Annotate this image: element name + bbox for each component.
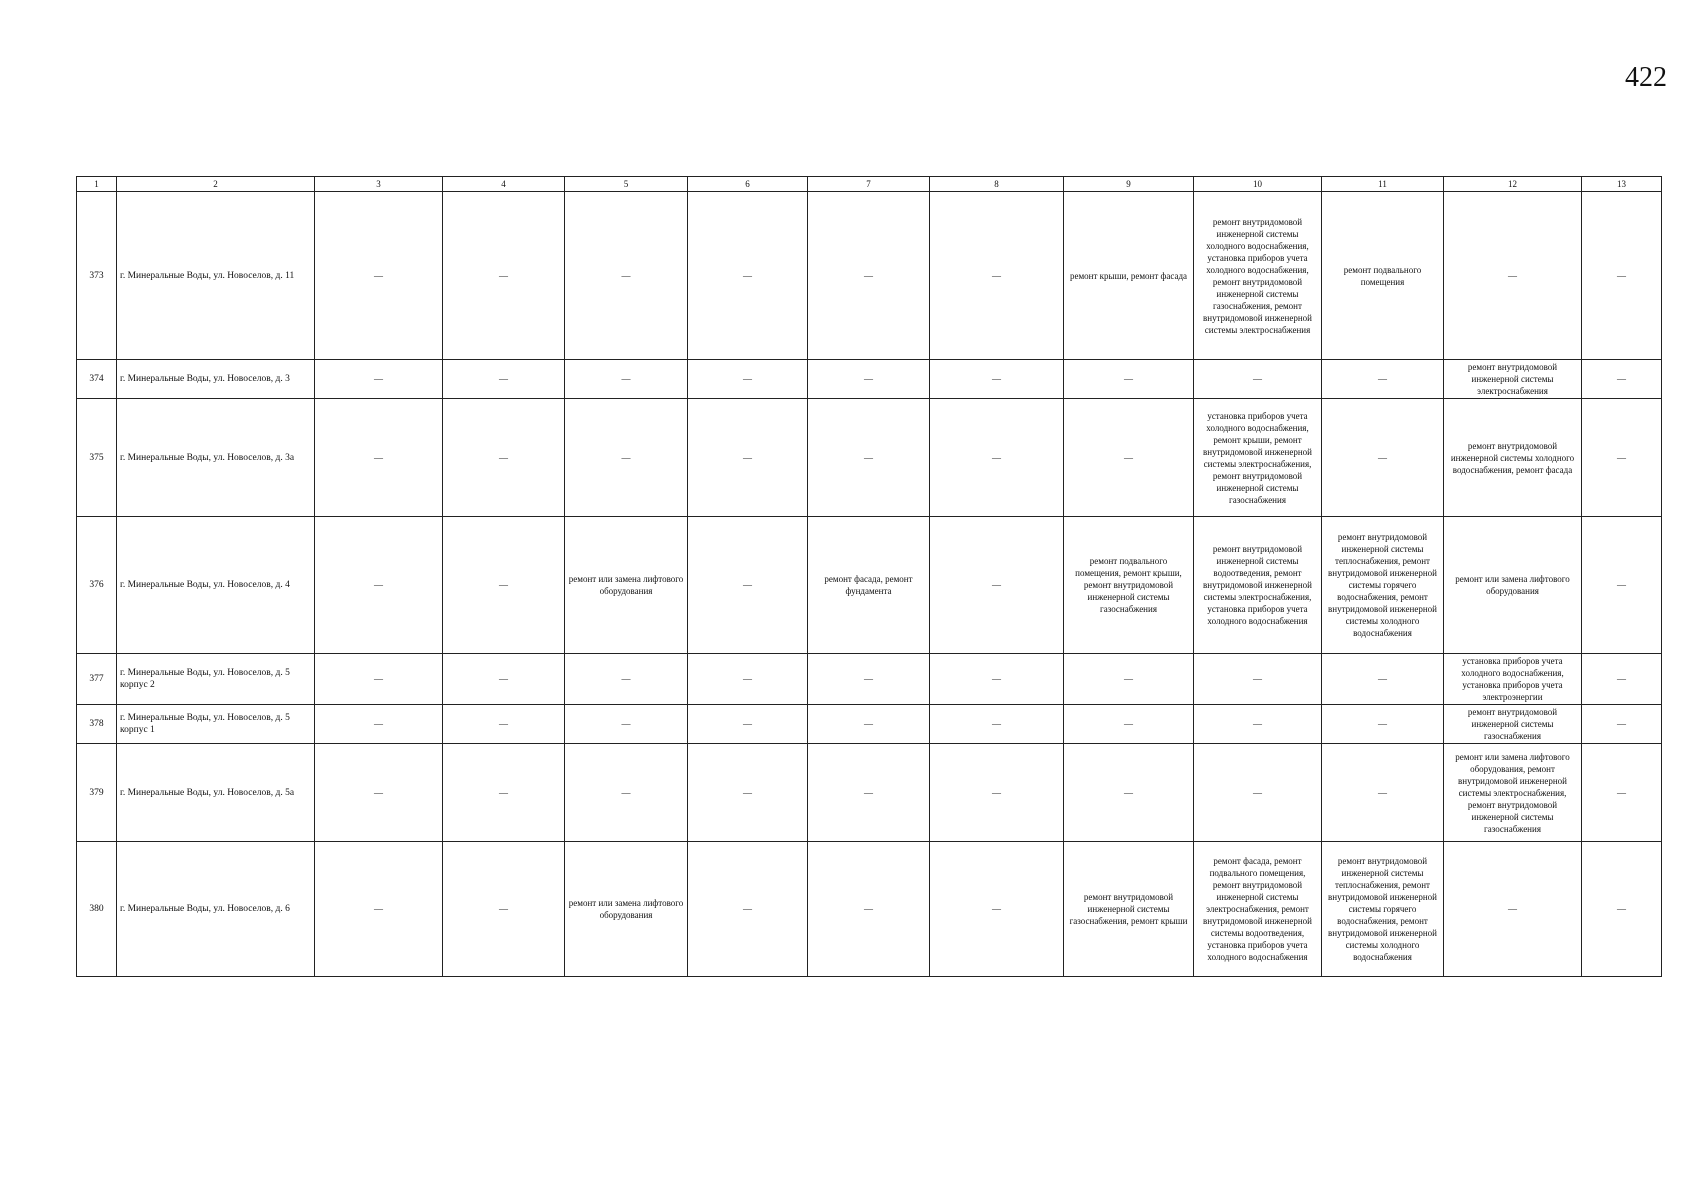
work-cell: — [930, 192, 1064, 360]
table-row [77, 399, 1662, 517]
work-cell: — [315, 654, 443, 705]
column-number: 2 [117, 177, 315, 192]
work-cell: — [688, 842, 808, 977]
table-row [77, 842, 1662, 977]
work-cell: — [443, 192, 565, 360]
work-cell: — [1582, 399, 1662, 517]
work-cell: — [443, 360, 565, 399]
work-cell: ремонт подвального помещения [1322, 192, 1444, 360]
work-cell: ремонт внутридомовой инженерной системы холодного водоснабжения, ремонт фасада [1444, 399, 1582, 517]
work-cell: ремонт внутридомовой инженерной системы водоотведения, ремонт внутридомовой инженерной системы электроснабжения, установка приборов учета холодного водоснабжения [1194, 517, 1322, 654]
work-cell: — [688, 360, 808, 399]
work-cell: — [930, 842, 1064, 977]
work-cell: ремонт внутридомовой инженерной системы электроснабжения [1444, 360, 1582, 399]
row-number: 373 [77, 192, 117, 360]
work-cell: — [565, 192, 688, 360]
work-cell: — [688, 192, 808, 360]
work-cell: — [1322, 654, 1444, 705]
work-cell: ремонт или замена лифтового оборудования [1444, 517, 1582, 654]
work-cell: — [808, 192, 930, 360]
header-row [77, 177, 1662, 192]
work-cell: — [1322, 399, 1444, 517]
work-cell: — [688, 399, 808, 517]
work-cell: — [1582, 842, 1662, 977]
work-cell: ремонт фасада, ремонт фундамента [808, 517, 930, 654]
table-row [77, 192, 1662, 360]
work-cell: — [565, 399, 688, 517]
work-cell: — [443, 744, 565, 842]
row-number: 378 [77, 705, 117, 744]
work-cell: — [1064, 705, 1194, 744]
work-cell: — [1322, 360, 1444, 399]
work-cell: — [808, 744, 930, 842]
work-cell: — [315, 399, 443, 517]
page-number: 422 [1625, 62, 1667, 93]
address-cell: г. Минеральные Воды, ул. Новоселов, д. 3а [117, 399, 315, 517]
work-cell: — [443, 517, 565, 654]
repair-schedule-table [76, 176, 1662, 977]
column-number: 8 [930, 177, 1064, 192]
work-cell: — [315, 517, 443, 654]
address-cell: г. Минеральные Воды, ул. Новоселов, д. 6 [117, 842, 315, 977]
work-cell: — [1194, 360, 1322, 399]
work-cell: ремонт внутридомовой инженерной системы газоснабжения, ремонт крыши [1064, 842, 1194, 977]
table-row [77, 654, 1662, 705]
work-cell: — [1064, 399, 1194, 517]
work-cell: — [688, 744, 808, 842]
work-cell: — [930, 705, 1064, 744]
work-cell: — [688, 517, 808, 654]
work-cell: — [1582, 360, 1662, 399]
work-cell: — [315, 360, 443, 399]
address-cell: г. Минеральные Воды, ул. Новоселов, д. 5а [117, 744, 315, 842]
work-cell: ремонт фасада, ремонт подвального помещения, ремонт внутридомовой инженерной системы электроснабжения, ремонт внутридомовой инженерной системы водоотведения, установка приборов учета холодного водоснабжения [1194, 842, 1322, 977]
row-number: 380 [77, 842, 117, 977]
work-cell: — [1064, 360, 1194, 399]
row-number: 377 [77, 654, 117, 705]
work-cell: — [315, 744, 443, 842]
column-number: 1 [77, 177, 117, 192]
work-cell: — [1194, 744, 1322, 842]
work-cell: — [565, 654, 688, 705]
work-cell: — [930, 744, 1064, 842]
work-cell: — [443, 705, 565, 744]
work-cell: ремонт крыши, ремонт фасада [1064, 192, 1194, 360]
work-cell: — [808, 705, 930, 744]
work-cell: — [1582, 705, 1662, 744]
work-cell: — [1582, 192, 1662, 360]
work-cell: — [688, 705, 808, 744]
work-cell: — [808, 360, 930, 399]
work-cell: — [1194, 705, 1322, 744]
column-number: 10 [1194, 177, 1322, 192]
column-number: 3 [315, 177, 443, 192]
table-row [77, 705, 1662, 744]
table-row [77, 744, 1662, 842]
work-cell: — [1322, 705, 1444, 744]
work-cell: — [565, 705, 688, 744]
work-cell: — [930, 517, 1064, 654]
work-cell: — [315, 705, 443, 744]
work-cell: — [443, 842, 565, 977]
work-cell: — [1444, 842, 1582, 977]
table-row [77, 360, 1662, 399]
column-number: 4 [443, 177, 565, 192]
work-cell: ремонт внутридомовой инженерной системы газоснабжения [1444, 705, 1582, 744]
work-cell: установка приборов учета холодного водоснабжения, установка приборов учета электроэнергии [1444, 654, 1582, 705]
work-cell: — [1582, 517, 1662, 654]
table-row [77, 517, 1662, 654]
column-number: 5 [565, 177, 688, 192]
work-cell: — [1444, 192, 1582, 360]
row-number: 379 [77, 744, 117, 842]
work-cell: — [930, 360, 1064, 399]
work-cell: ремонт или замена лифтового оборудования, ремонт внутридомовой инженерной системы электроснабжения, ремонт внутридомовой инженерной системы газоснабжения [1444, 744, 1582, 842]
work-cell: — [808, 654, 930, 705]
work-cell: ремонт или замена лифтового оборудования [565, 842, 688, 977]
work-cell: — [565, 360, 688, 399]
work-cell: — [1322, 744, 1444, 842]
work-cell: — [443, 399, 565, 517]
row-number: 374 [77, 360, 117, 399]
work-cell: — [443, 654, 565, 705]
column-number: 6 [688, 177, 808, 192]
work-cell: — [688, 654, 808, 705]
work-cell: ремонт подвального помещения, ремонт крыши, ремонт внутридомовой инженерной системы газоснабжения [1064, 517, 1194, 654]
work-cell: установка приборов учета холодного водоснабжения, ремонт крыши, ремонт внутридомовой инженерной системы электроснабжения, ремонт внутридомовой инженерной системы газоснабжения [1194, 399, 1322, 517]
work-cell: — [565, 744, 688, 842]
address-cell: г. Минеральные Воды, ул. Новоселов, д. 5 корпус 1 [117, 705, 315, 744]
address-cell: г. Минеральные Воды, ул. Новоселов, д. 5 корпус 2 [117, 654, 315, 705]
work-cell: — [930, 654, 1064, 705]
address-cell: г. Минеральные Воды, ул. Новоселов, д. 4 [117, 517, 315, 654]
work-cell: — [930, 399, 1064, 517]
work-cell: ремонт внутридомовой инженерной системы холодного водоснабжения, установка приборов учета холодного водоснабжения, ремонт внутридомовой инженерной системы газоснабжения, ремонт внутридомовой инженерной системы электроснабжения [1194, 192, 1322, 360]
row-number: 375 [77, 399, 117, 517]
address-cell: г. Минеральные Воды, ул. Новоселов, д. 3 [117, 360, 315, 399]
work-cell: — [1064, 744, 1194, 842]
work-cell: — [1582, 654, 1662, 705]
address-cell: г. Минеральные Воды, ул. Новоселов, д. 11 [117, 192, 315, 360]
work-cell: — [808, 399, 930, 517]
column-number: 11 [1322, 177, 1444, 192]
column-number: 13 [1582, 177, 1662, 192]
work-cell: — [315, 842, 443, 977]
work-cell: — [1194, 654, 1322, 705]
work-cell: ремонт или замена лифтового оборудования [565, 517, 688, 654]
work-cell: — [1064, 654, 1194, 705]
work-cell: — [808, 842, 930, 977]
row-number: 376 [77, 517, 117, 654]
work-cell: — [1582, 744, 1662, 842]
column-number: 12 [1444, 177, 1582, 192]
column-number: 9 [1064, 177, 1194, 192]
work-cell: ремонт внутридомовой инженерной системы теплоснабжения, ремонт внутридомовой инженерной системы горячего водоснабжения, ремонт внутридомовой инженерной системы холодного водоснабжения [1322, 842, 1444, 977]
work-cell: — [315, 192, 443, 360]
column-number: 7 [808, 177, 930, 192]
work-cell: ремонт внутридомовой инженерной системы теплоснабжения, ремонт внутридомовой инженерной системы горячего водоснабжения, ремонт внутридомовой инженерной системы холодного водоснабжения [1322, 517, 1444, 654]
